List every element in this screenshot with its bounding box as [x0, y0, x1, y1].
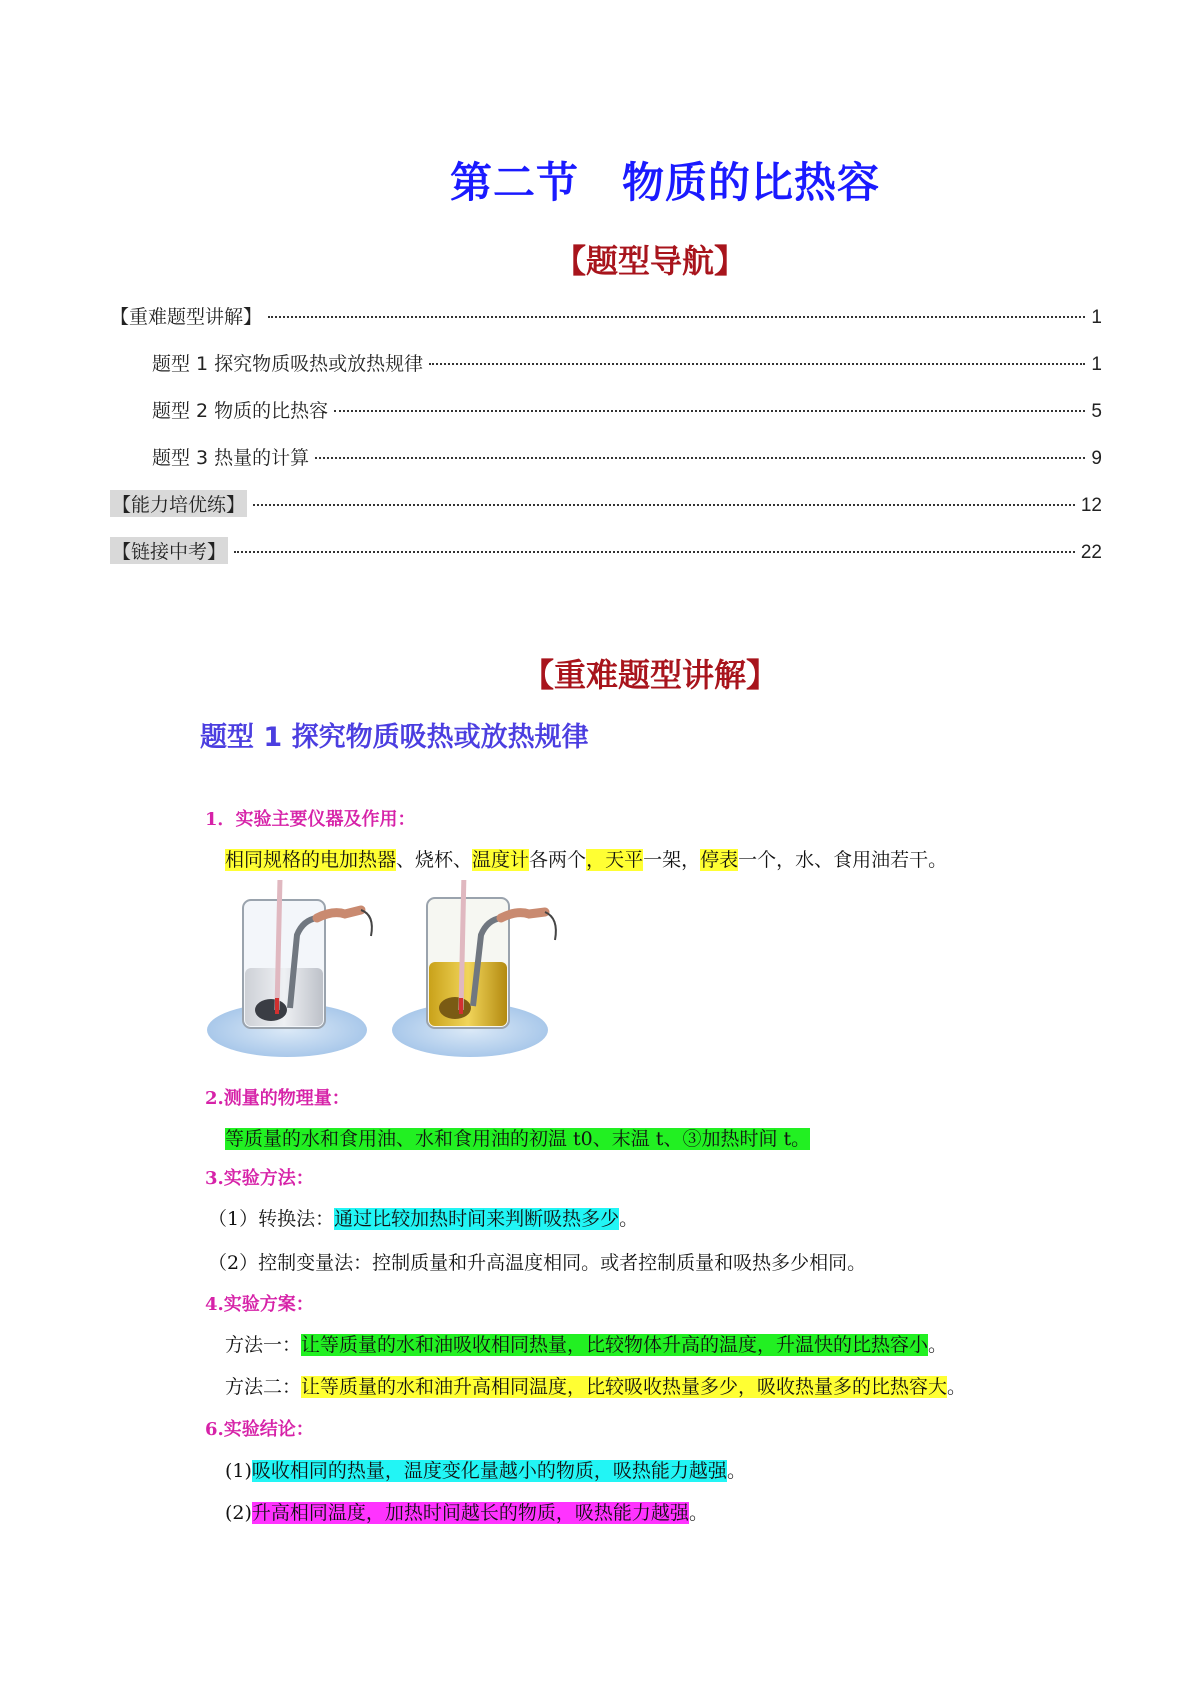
- toc-page-number: 9: [1091, 448, 1102, 469]
- toc-page-number: 1: [1091, 354, 1102, 375]
- highlight-conclusion-one: 吸收相同的热量，温度变化量越小的物质，吸热能力越强: [251, 1460, 727, 1482]
- type-title: 题型 1 探究物质吸热或放热规律: [200, 722, 589, 753]
- toc-label: 【重难题型讲解】: [110, 306, 263, 328]
- text-span: 。: [928, 1334, 948, 1356]
- plan-one: [225, 1330, 947, 1357]
- toc-item[interactable]: [110, 302, 1102, 330]
- highlight-plan-two: 让等质量的水和油升高相同温度，比较吸收热量多少，吸收热量多的比热容大: [301, 1376, 948, 1398]
- toc-leader: [234, 551, 1075, 553]
- text-span: 。: [619, 1208, 639, 1230]
- toc-page-number: 1: [1091, 307, 1102, 328]
- toc-leader: [268, 316, 1085, 318]
- toc-page-number: 22: [1080, 542, 1102, 563]
- toc-page-number: 5: [1091, 401, 1102, 422]
- section-title: 【重难题型讲解】: [521, 656, 778, 694]
- section-heading-instruments: 1．实验主要仪器及作用：: [205, 809, 416, 830]
- highlight-stopwatch: 停表: [700, 849, 739, 871]
- toc-item[interactable]: [110, 537, 1102, 565]
- text-span: 各两个: [529, 849, 587, 871]
- toc-item[interactable]: [152, 396, 1102, 424]
- text-span: 一个，水、食用油若干。: [738, 849, 948, 871]
- toc-item[interactable]: [152, 349, 1102, 377]
- text-span: 方法二：: [225, 1376, 302, 1398]
- oil-beaker: [392, 880, 556, 1057]
- section-heading-methods: 3.实验方法：: [205, 1168, 314, 1189]
- method-control-variable: （2）控制变量法：控制质量和升高温度相同。或者控制质量和吸热多少相同。: [208, 1252, 867, 1274]
- water-beaker: [207, 880, 372, 1057]
- toc-label: 题型 3 热量的计算: [152, 447, 310, 469]
- highlight-quantities: 等质量的水和食用油、水和食用油的初温 t0、末温 t、③加热时间 t。: [225, 1128, 811, 1150]
- toc-leader: [429, 363, 1085, 365]
- plan-two: [225, 1372, 966, 1399]
- highlight-balance: ，天平: [586, 849, 644, 871]
- text-span: 。: [726, 1460, 746, 1482]
- highlight-heater: 相同规格的电加热器: [225, 849, 397, 871]
- text-span: （1）转换法：: [208, 1208, 335, 1230]
- toc-item[interactable]: [110, 490, 1102, 518]
- section-heading-conclusions: 6.实验结论：: [205, 1419, 314, 1440]
- conclusion-two: [225, 1498, 708, 1525]
- method-conversion: [208, 1204, 638, 1231]
- toc-leader: [253, 504, 1075, 506]
- text-span: (1): [225, 1460, 252, 1482]
- section-heading-quantities: 2.测量的物理量：: [205, 1088, 350, 1109]
- text-span: 、烧杯、: [396, 849, 473, 871]
- text-span: 方法一：: [225, 1334, 302, 1356]
- toc-label: 题型 1 探究物质吸热或放热规律: [152, 353, 424, 375]
- page-title: 第二节 物质的比热容: [449, 158, 880, 207]
- toc-page-number: 12: [1080, 495, 1102, 516]
- highlight-conversion: 通过比较加热时间来判断吸热多少: [334, 1208, 620, 1230]
- section-heading-plans: 4.实验方案：: [205, 1294, 314, 1315]
- toc-label: 【链接中考】: [110, 537, 228, 564]
- highlight-plan-one: 让等质量的水和油吸收相同热量，比较物体升高的温度，升温快的比热容小: [301, 1334, 929, 1356]
- text-span: 一架，: [643, 849, 701, 871]
- toc-label: 题型 2 物质的比热容: [152, 400, 329, 422]
- text-span: 。: [688, 1502, 708, 1524]
- quantities-text: [225, 1124, 810, 1151]
- toc-item[interactable]: [152, 443, 1102, 471]
- beakers-illustration: [205, 880, 605, 1060]
- text-span: (2): [225, 1502, 252, 1524]
- instruments-text: [225, 845, 947, 872]
- toc-leader: [334, 410, 1085, 412]
- highlight-thermometer: 温度计: [472, 849, 530, 871]
- toc-leader: [315, 457, 1085, 459]
- toc-label: 【能力培优练】: [110, 490, 247, 517]
- text-span: 。: [947, 1376, 967, 1398]
- highlight-conclusion-two: 升高相同温度，加热时间越长的物质，吸热能力越强: [251, 1502, 689, 1524]
- nav-title: 【题型导航】: [553, 242, 746, 280]
- conclusion-one: [225, 1456, 746, 1483]
